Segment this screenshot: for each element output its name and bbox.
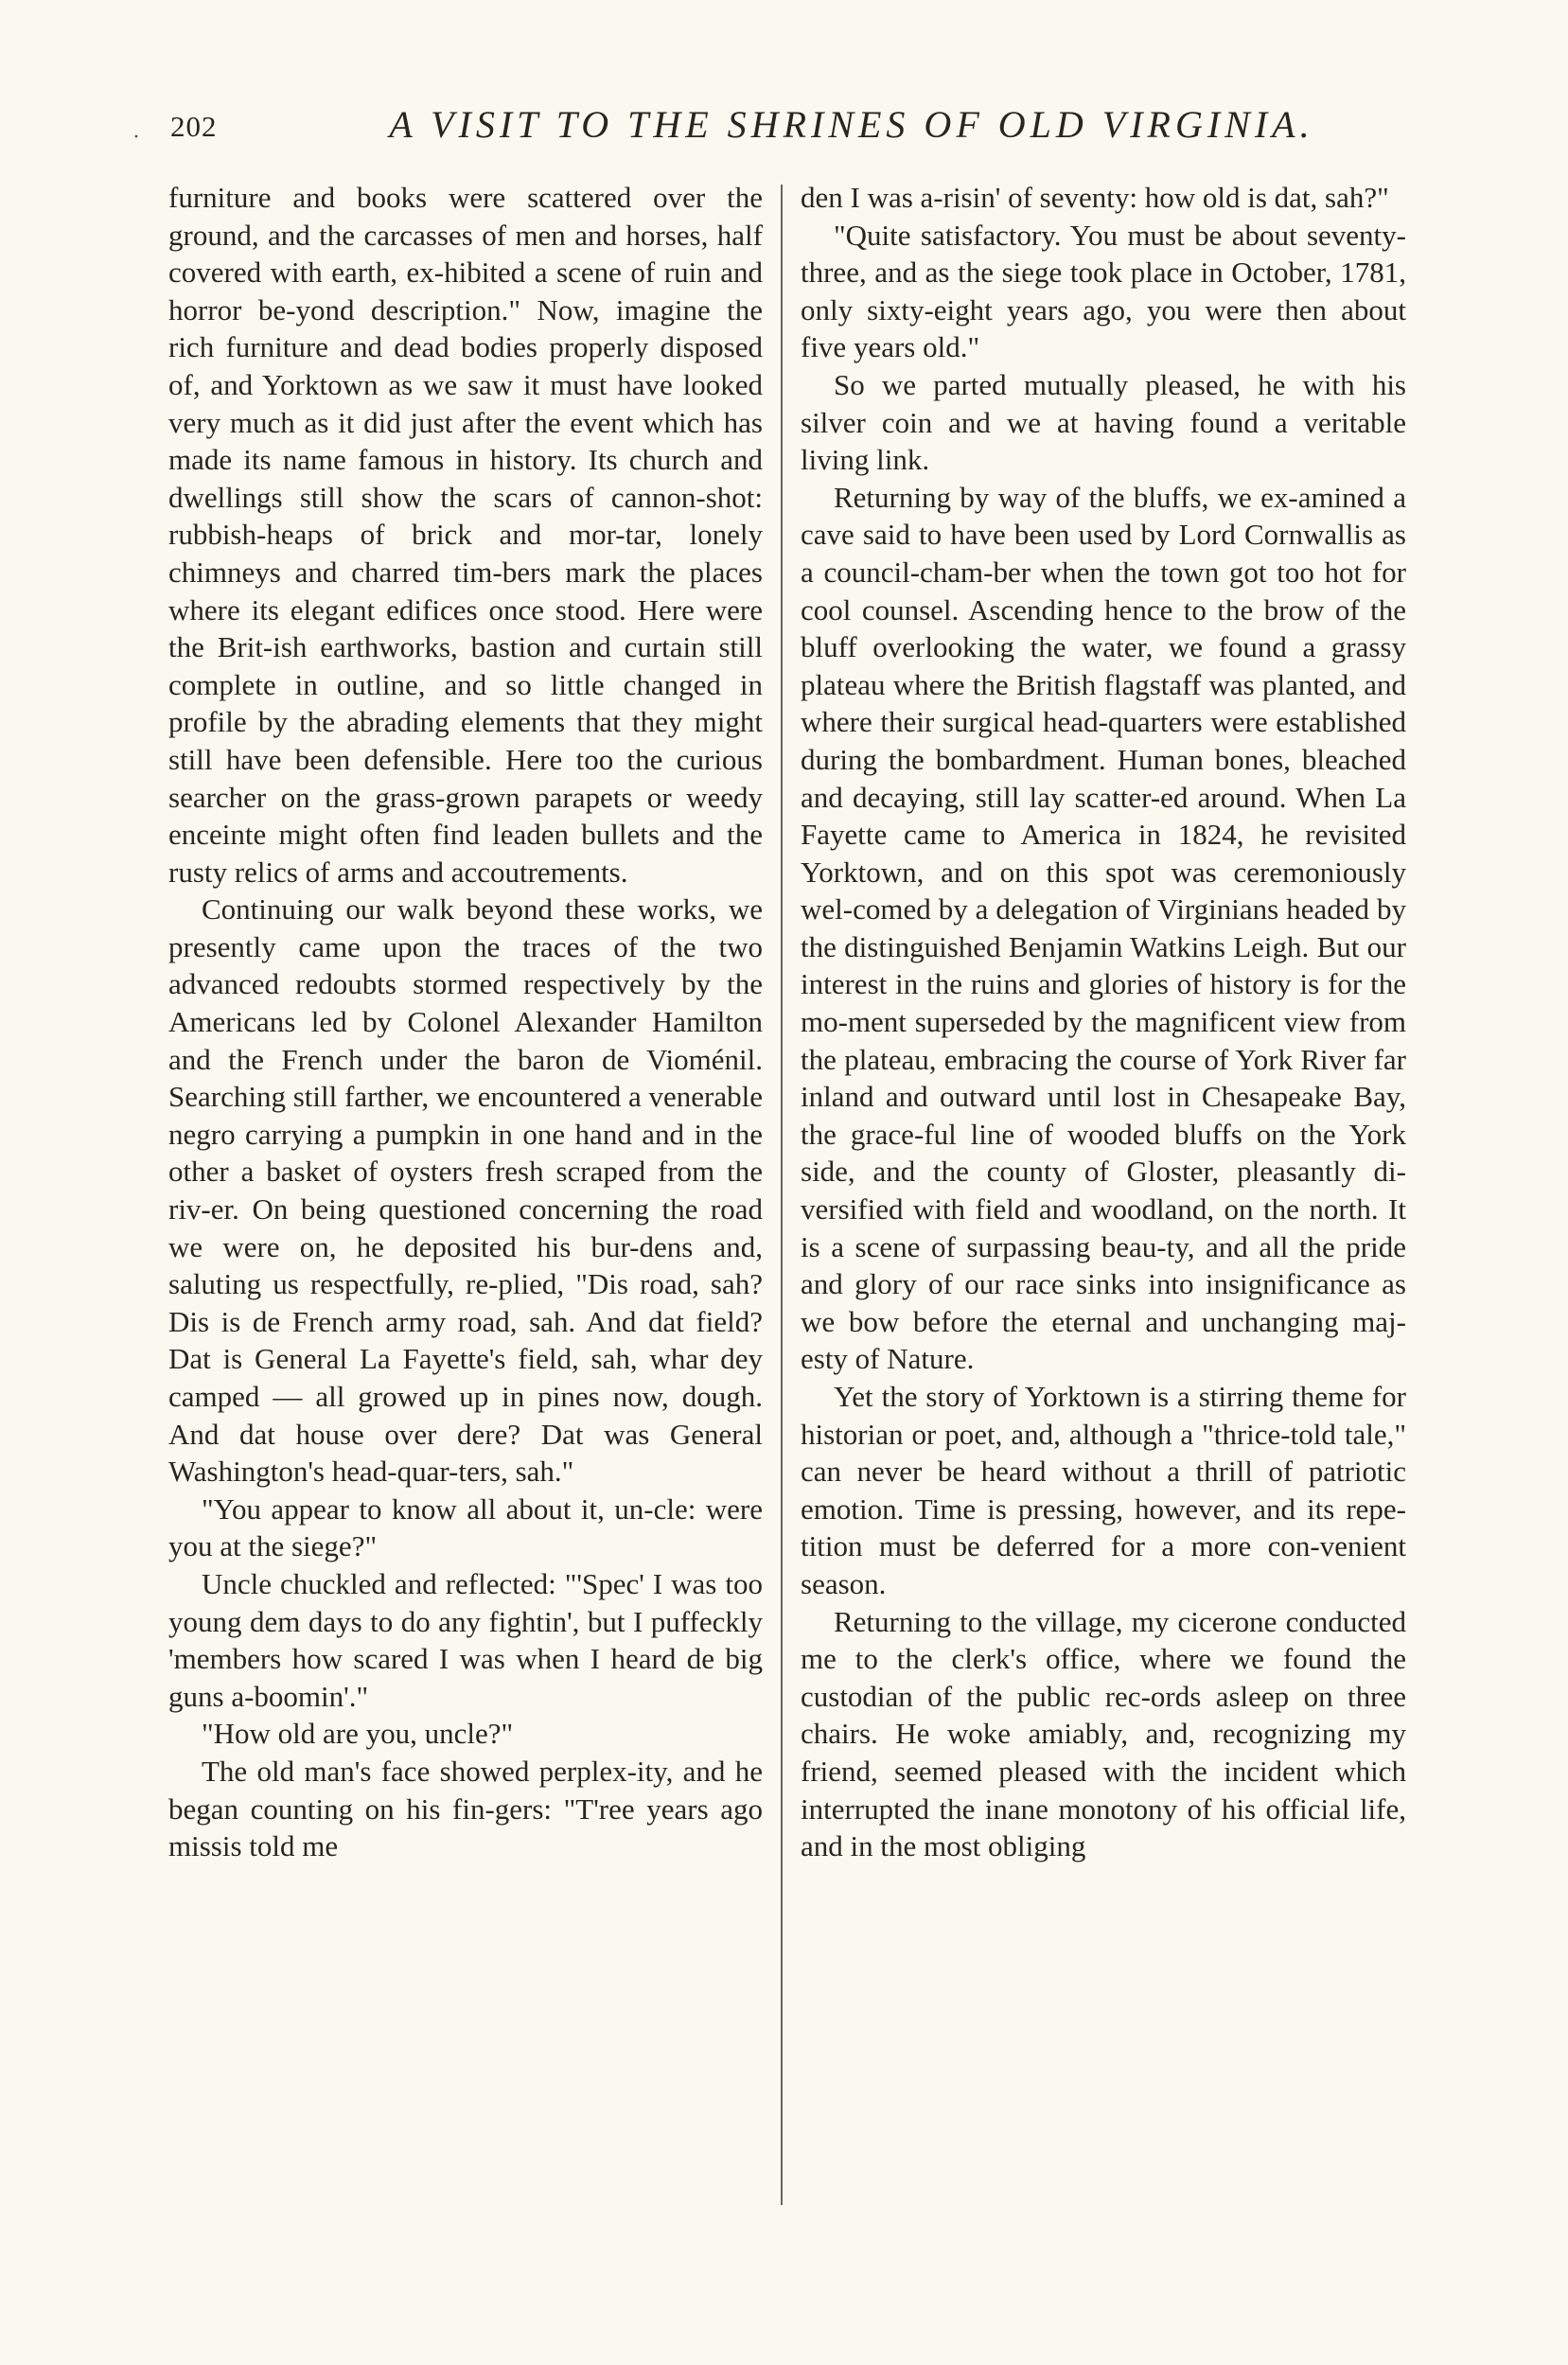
- paragraph: furniture and books were scattered over the ground, and the carcasses of men and horses, half covered with earth, ex-hibited a scene of ruin and horror be-yond description." Now, imagine the rich furniture and dead bodies properly disposed of, and Yorktown as we saw it must have looked very much as it did just after the event which has made its name famous in history. Its church and dwellings still show the scars of cannon-shot: rubbish-heaps of brick and mor-tar, lonely chimneys and charred tim-bers mark the places where its elegant edifices once stood. Here were the Brit-ish earthworks, bastion and curtain still complete in outline, and so little changed in profile by the abrading elements that they might still have been defensible. Here too the curious searcher on the grass-grown parapets or weedy enceinte might often find leaden bullets and the rusty relics of arms and accoutrements.: [168, 181, 763, 889]
- paragraph: den I was a-risin' of seventy: how old is dat, sah?": [801, 181, 1389, 214]
- paragraph: "How old are you, uncle?": [202, 1717, 514, 1751]
- paragraph: Returning by way of the bluffs, we ex-amined a cave said to have been used by Lord Cornwallis as a council-cham-ber when the town got too hot for cool counsel. Ascending hence to the brow of the bluff overlooking the water, we found a grassy plateau where the British flagstaff was planted, and where their surgical head-quarters were established during the bombardment. Human bones, bleached and decaying, still lay scatter-ed around. When La Fayette came to America in 1824, he revisited Yorktown, and on this spot was ceremoniously wel-comed by a delegation of Virginians headed by the distinguished Benjamin Watkins Leigh. But our interest in the ruins and glories of history is for the mo-ment superseded by the magnificent view from the plateau, embracing the course of York River far inland and outward until lost in Chesapeake Bay, the grace-ful line of wooded bluffs on the York side, and the county of Gloster, pleasantly di-versified with field and woodland, on the north. It is a scene of surpassing beau-ty, and all the pride and glory of our race sinks into insignificance as we bow before the eternal and unchanging maj-esty of Nature.: [801, 480, 1406, 1376]
- paragraph: Continuing our walk beyond these works, we presently came upon the traces of the two advanced redoubts stormed respectively by the Americans led by Colonel Alexander Hamilton and the French under the baron de Vioménil. Searching still farther, we encountered a venerable negro carrying a pumpkin in one hand and in the other a basket of oysters fresh scraped from the riv-er. On being questioned concerning the road we were on, he deposited his bur-dens and, saluting us respectfully, re-plied, "Dis road, sah? Dis is de French army road, sah. And dat field? Dat is General La Fayette's field, sah, whar dey camped — all growed up in pines now, dough. And dat house over dere? Dat was General Washington's head-quar-ters, sah.": [168, 892, 763, 1489]
- paragraph: So we parted mutually pleased, he with his silver coin and we at having found a veritable living link.: [801, 367, 1406, 477]
- page-header: [132, 102, 1438, 150]
- paragraph: Uncle chuckled and reflected: "'Spec' I was too young dem days to do any fightin', but I puffeckly 'members how scared I was when I heard de big guns a-boomin'.": [168, 1566, 763, 1713]
- paragraph: "Quite satisfactory. You must be about seventy-three, and as the siege took place in October, 1781, only sixty-eight years ago, you were then about five years old.": [801, 218, 1406, 364]
- paragraph: Yet the story of Yorktown is a stirring theme for historian or poet, and, although a "thrice-told tale," can never be heard without a thrill of patriotic emotion. Time is pressing, however, and its repe-tition must be deferred for a more con-venient season.: [801, 1380, 1406, 1600]
- right-column: [801, 179, 1406, 1865]
- column-divider: [781, 185, 783, 2205]
- left-column: [168, 179, 763, 1865]
- paragraph: Returning to the village, my cicerone conducted me to the clerk's office, where we found the custodian of the public rec-ords asleep on three chairs. He woke amiably, and, recognizing my friend, seemed pleased with the incident which interrupted the inane monotony of his official life, and in the most obliging: [801, 1604, 1406, 1863]
- page-number: 202: [170, 110, 218, 143]
- margin-dot: ·: [132, 125, 140, 150]
- running-title: A VISIT TO THE SHRINES OF OLD VIRGINIA.: [389, 103, 1314, 146]
- paragraph: "You appear to know all about it, un-cle: were you at the siege?": [168, 1491, 763, 1563]
- paragraph: The old man's face showed perplex-ity, and he began counting on his fin-gers: "T'ree years ago missis told me: [168, 1754, 763, 1863]
